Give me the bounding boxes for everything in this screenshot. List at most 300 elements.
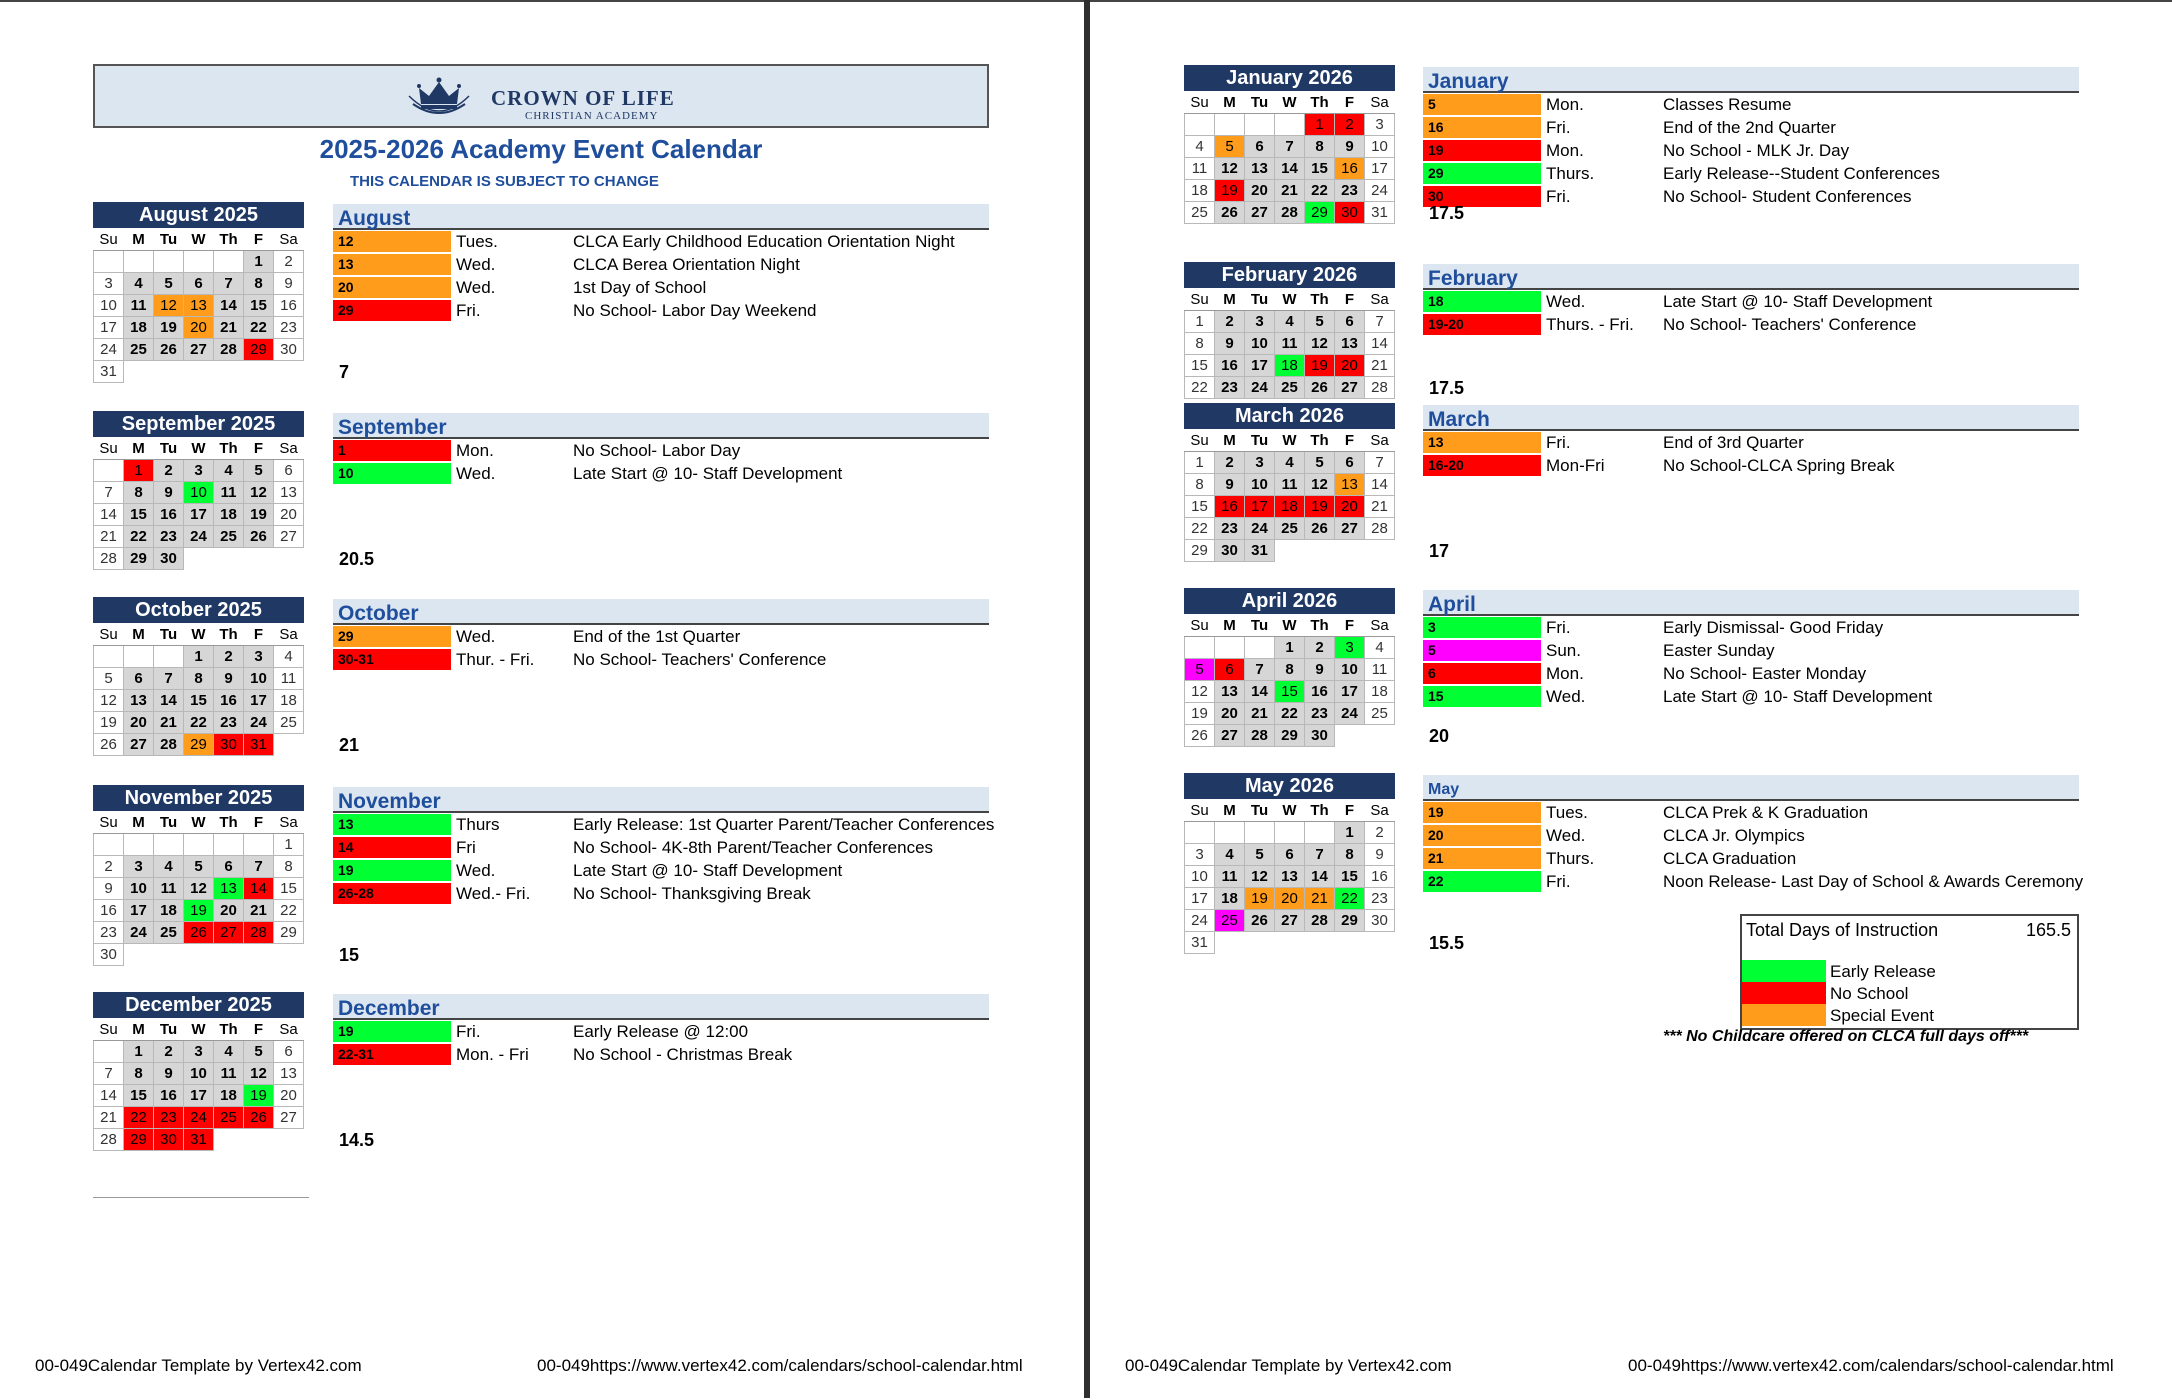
empty-cell (1245, 114, 1275, 136)
weekday-header: Tu (154, 811, 184, 834)
event-description: 1st Day of School (573, 278, 707, 297)
empty-cell (94, 251, 124, 273)
day-cell: 3 (184, 1041, 214, 1063)
day-cell: 31 (244, 734, 274, 756)
weekday-header: Sa (1365, 799, 1395, 822)
empty-cell (1275, 114, 1305, 136)
day-cell: 17 (1185, 888, 1215, 910)
day-cell: 27 (184, 339, 214, 361)
day-cell: 23 (1215, 518, 1245, 540)
event-date-code: 13 (333, 814, 451, 835)
weekday-header: F (244, 623, 274, 646)
day-cell: 16 (1335, 158, 1365, 180)
day-cell: 12 (1215, 158, 1245, 180)
event-weekday: Sun. (1546, 641, 1581, 660)
weekday-header: F (1335, 614, 1365, 637)
empty-cell (1305, 540, 1335, 562)
mini-calendar-title: May 2026 (1184, 773, 1395, 799)
day-cell: 21 (244, 900, 274, 922)
day-cell: 12 (1305, 333, 1335, 355)
day-cell: 26 (94, 734, 124, 756)
day-cell: 16 (1365, 866, 1395, 888)
weekday-header: M (124, 623, 154, 646)
day-cell: 30 (214, 734, 244, 756)
day-cell: 1 (1185, 452, 1215, 474)
event-description: Easter Sunday (1663, 641, 1775, 660)
day-cell: 11 (1185, 158, 1215, 180)
empty-cell (214, 1129, 244, 1151)
day-cell: 10 (1365, 136, 1395, 158)
day-cell: 8 (274, 856, 304, 878)
event-weekday: Thurs. (1546, 164, 1595, 183)
day-cell: 6 (274, 460, 304, 482)
day-cell: 28 (1305, 910, 1335, 932)
event-row (1423, 185, 2079, 208)
instruction-days-count: 14.5 (339, 1130, 375, 1150)
day-cell: 8 (244, 273, 274, 295)
day-cell: 22 (1305, 180, 1335, 202)
day-cell: 9 (154, 1063, 184, 1085)
day-cell: 8 (1335, 844, 1365, 866)
day-cell: 4 (1275, 452, 1305, 474)
day-cell: 31 (1185, 932, 1215, 954)
events-month-heading: December (333, 994, 989, 1020)
event-row (1423, 290, 2079, 313)
mini-calendar-august-2025 (93, 202, 304, 383)
weekday-header: Su (1185, 288, 1215, 311)
day-cell: 7 (214, 273, 244, 295)
weekday-header: W (184, 1018, 214, 1041)
day-cell: 21 (1365, 355, 1395, 377)
weekday-header: Su (94, 437, 124, 460)
event-date-code: 19 (333, 1021, 451, 1042)
event-date-code: 5 (1423, 640, 1541, 661)
empty-cell (244, 944, 274, 966)
mini-calendar-title: December 2025 (93, 992, 304, 1018)
event-weekday: Fri. (1546, 618, 1571, 637)
event-date-code: 16-20 (1423, 455, 1541, 476)
legend-total-label: Total Days of Instruction (1746, 920, 1939, 940)
empty-cell (94, 834, 124, 856)
event-description: Late Start @ 10- Staff Development (1663, 292, 1933, 311)
day-cell: 26 (1215, 202, 1245, 224)
weekday-header: F (244, 437, 274, 460)
day-cell: 29 (1185, 540, 1215, 562)
empty-cell (1185, 637, 1215, 659)
day-cell: 1 (1335, 822, 1365, 844)
event-date-code: 22 (1423, 871, 1541, 892)
event-weekday: Fri. (456, 301, 481, 320)
day-cell: 6 (214, 856, 244, 878)
divider-rule (93, 1197, 309, 1198)
day-cell: 13 (274, 1063, 304, 1085)
weekday-header: W (184, 437, 214, 460)
day-cell: 24 (1245, 377, 1275, 399)
day-cell: 4 (214, 460, 244, 482)
day-cell: 2 (1215, 311, 1245, 333)
day-cell: 12 (154, 295, 184, 317)
mini-calendar-march-2026 (1184, 403, 1395, 562)
day-cell: 27 (274, 1107, 304, 1129)
day-cell: 3 (124, 856, 154, 878)
weekday-header: Sa (1365, 288, 1395, 311)
event-weekday: Mon. (456, 441, 494, 460)
event-row (333, 1043, 989, 1066)
empty-cell (154, 646, 184, 668)
day-cell: 21 (214, 317, 244, 339)
footer-right-url: 00-049https://www.vertex42.com/calendars/school-calendar.html (1628, 1356, 2114, 1375)
day-cell: 5 (184, 856, 214, 878)
event-weekday: Wed. (1546, 292, 1586, 311)
day-cell: 5 (94, 668, 124, 690)
event-description: No School- Teachers' Conference (1663, 315, 1917, 334)
event-weekday: Fri. (1546, 118, 1571, 137)
day-cell: 18 (1215, 888, 1245, 910)
childcare-note: *** No Childcare offered on CLCA full days off*** (1663, 1028, 2029, 1045)
weekday-header: Th (1305, 288, 1335, 311)
event-weekday: Fri. (456, 1022, 481, 1041)
day-cell: 28 (1245, 725, 1275, 747)
day-cell: 23 (94, 922, 124, 944)
day-cell: 26 (1305, 518, 1335, 540)
day-cell: 30 (1215, 540, 1245, 562)
day-cell: 3 (1335, 637, 1365, 659)
event-weekday: Tues. (1546, 803, 1588, 822)
day-cell: 4 (1275, 311, 1305, 333)
event-weekday: Fri. (1546, 872, 1571, 891)
event-row (1423, 162, 2079, 185)
school-name: CROWN OF LIFE (491, 86, 675, 110)
day-cell: 22 (124, 1107, 154, 1129)
event-date-code: 29 (333, 626, 451, 647)
day-cell: 15 (124, 1085, 154, 1107)
weekday-header: Sa (274, 228, 304, 251)
event-weekday: Wed. (456, 255, 496, 274)
day-cell: 7 (94, 1063, 124, 1085)
day-cell: 4 (154, 856, 184, 878)
day-cell: 7 (244, 856, 274, 878)
legend-label-special-event: Special Event (1830, 1006, 1934, 1025)
day-cell: 23 (154, 1107, 184, 1129)
weekday-header: Th (1305, 429, 1335, 452)
day-cell: 31 (1245, 540, 1275, 562)
day-cell: 8 (1185, 333, 1215, 355)
event-date-code: 1 (333, 440, 451, 461)
day-cell: 11 (154, 878, 184, 900)
empty-cell (184, 944, 214, 966)
day-cell: 2 (94, 856, 124, 878)
empty-cell (124, 944, 154, 966)
day-cell: 26 (154, 339, 184, 361)
events-october (333, 599, 989, 671)
day-cell: 4 (274, 646, 304, 668)
weekday-header: M (124, 228, 154, 251)
day-cell: 14 (214, 295, 244, 317)
day-cell: 11 (124, 295, 154, 317)
weekday-header: Su (1185, 799, 1215, 822)
day-cell: 13 (1245, 158, 1275, 180)
empty-cell (1215, 114, 1245, 136)
day-cell: 26 (1185, 725, 1215, 747)
weekday-header: F (1335, 429, 1365, 452)
weekday-header: W (184, 623, 214, 646)
event-date-code: 21 (1423, 848, 1541, 869)
weekday-header: F (1335, 288, 1365, 311)
weekday-header: Th (214, 228, 244, 251)
empty-cell (1335, 725, 1365, 747)
day-cell: 21 (154, 712, 184, 734)
empty-cell (154, 361, 184, 383)
day-cell: 17 (244, 690, 274, 712)
day-cell: 25 (214, 1107, 244, 1129)
day-cell: 12 (244, 1063, 274, 1085)
legend-label-early-release: Early Release (1830, 962, 1936, 981)
day-cell: 14 (94, 1085, 124, 1107)
weekday-header: Tu (154, 623, 184, 646)
event-description: Late Start @ 10- Staff Development (573, 861, 843, 880)
event-weekday: Thurs. - Fri. (1546, 315, 1634, 334)
day-cell: 8 (1185, 474, 1215, 496)
day-cell: 19 (1245, 888, 1275, 910)
event-weekday: Thurs. (1546, 849, 1595, 868)
weekday-header: Sa (1365, 429, 1395, 452)
weekday-header: Su (1185, 91, 1215, 114)
day-cell: 5 (244, 1041, 274, 1063)
empty-cell (274, 361, 304, 383)
empty-cell (184, 361, 214, 383)
empty-cell (1365, 725, 1395, 747)
day-cell: 8 (184, 668, 214, 690)
day-cell: 7 (1305, 844, 1335, 866)
instruction-days-count: 17 (1429, 541, 1450, 561)
day-cell: 1 (124, 460, 154, 482)
day-cell: 15 (244, 295, 274, 317)
day-cell: 7 (1365, 311, 1395, 333)
day-cell: 20 (1245, 180, 1275, 202)
day-cell: 30 (1335, 202, 1365, 224)
weekday-header: Su (1185, 614, 1215, 637)
day-cell: 19 (1185, 703, 1215, 725)
day-cell: 6 (124, 668, 154, 690)
day-cell: 14 (244, 878, 274, 900)
day-cell: 2 (154, 1041, 184, 1063)
day-cell: 26 (184, 922, 214, 944)
event-row (1423, 93, 2079, 116)
mini-calendar-title: November 2025 (93, 785, 304, 811)
empty-cell (214, 834, 244, 856)
weekday-header: Th (1305, 614, 1335, 637)
day-cell: 28 (94, 1129, 124, 1151)
empty-cell (214, 251, 244, 273)
mini-calendar-title: March 2026 (1184, 403, 1395, 429)
events-month-heading: April (1423, 590, 2079, 616)
event-date-code: 3 (1423, 617, 1541, 638)
empty-cell (94, 1041, 124, 1063)
day-cell: 24 (1365, 180, 1395, 202)
day-cell: 12 (1305, 474, 1335, 496)
empty-cell (1245, 822, 1275, 844)
legend-swatch-no-school (1742, 982, 1826, 1004)
day-cell: 28 (214, 339, 244, 361)
day-cell: 25 (1275, 518, 1305, 540)
day-cell: 28 (1365, 518, 1395, 540)
event-date-code: 16 (1423, 117, 1541, 138)
event-weekday: Fri. (1546, 433, 1571, 452)
day-cell: 24 (184, 1107, 214, 1129)
day-cell: 3 (184, 460, 214, 482)
empty-cell (154, 834, 184, 856)
day-cell: 9 (1335, 136, 1365, 158)
event-date-code: 10 (333, 463, 451, 484)
day-cell: 22 (1185, 518, 1215, 540)
day-cell: 14 (154, 690, 184, 712)
event-weekday: Wed. (456, 278, 496, 297)
day-cell: 30 (274, 339, 304, 361)
day-cell: 27 (1335, 518, 1365, 540)
day-cell: 13 (274, 482, 304, 504)
day-cell: 24 (1245, 518, 1275, 540)
event-row (333, 230, 989, 253)
day-cell: 13 (184, 295, 214, 317)
day-cell: 15 (184, 690, 214, 712)
event-row (1423, 616, 2079, 639)
day-cell: 25 (1185, 202, 1215, 224)
day-cell: 22 (1185, 377, 1215, 399)
day-cell: 10 (244, 668, 274, 690)
empty-cell (244, 548, 274, 570)
event-weekday: Mon. - Fri (456, 1045, 529, 1064)
day-cell: 13 (1335, 474, 1365, 496)
instruction-days-count: 20 (1429, 726, 1450, 746)
event-row (333, 648, 989, 671)
empty-cell (1335, 540, 1365, 562)
empty-cell (244, 1129, 274, 1151)
day-cell: 6 (1215, 659, 1245, 681)
legend-swatch-early-release (1742, 960, 1826, 982)
day-cell: 2 (1365, 822, 1395, 844)
event-row (1423, 801, 2079, 824)
event-description: CLCA Jr. Olympics (1663, 826, 1805, 845)
day-cell: 16 (94, 900, 124, 922)
day-cell: 5 (1305, 452, 1335, 474)
day-cell: 6 (1335, 452, 1365, 474)
weekday-header: F (244, 228, 274, 251)
day-cell: 1 (244, 251, 274, 273)
empty-cell (1305, 932, 1335, 954)
legend-label-no-school: No School (1830, 984, 1909, 1003)
day-cell: 5 (1185, 659, 1215, 681)
school-banner (93, 64, 989, 128)
event-row (333, 813, 995, 836)
empty-cell (184, 251, 214, 273)
day-cell: 24 (244, 712, 274, 734)
day-cell: 1 (184, 646, 214, 668)
day-cell: 5 (1215, 136, 1245, 158)
day-cell: 19 (94, 712, 124, 734)
empty-cell (94, 646, 124, 668)
weekday-header: Su (94, 228, 124, 251)
day-cell: 12 (1245, 866, 1275, 888)
empty-cell (1245, 637, 1275, 659)
instruction-days-count: 20.5 (339, 549, 375, 569)
mini-calendar-october-2025 (93, 597, 304, 756)
event-row (333, 625, 989, 648)
event-row (1423, 685, 2079, 708)
day-cell: 1 (1305, 114, 1335, 136)
day-cell: 11 (214, 1063, 244, 1085)
day-cell: 9 (274, 273, 304, 295)
day-cell: 14 (1365, 474, 1395, 496)
day-cell: 13 (1335, 333, 1365, 355)
day-cell: 19 (184, 900, 214, 922)
day-cell: 15 (1185, 355, 1215, 377)
day-cell: 2 (1215, 452, 1245, 474)
day-cell: 23 (1365, 888, 1395, 910)
weekday-header: Th (214, 623, 244, 646)
weekday-header: Tu (1245, 429, 1275, 452)
page-title: 2025-2026 Academy Event Calendar (319, 134, 763, 164)
weekday-header: Tu (1245, 614, 1275, 637)
weekday-header: Su (94, 1018, 124, 1041)
events-february (1423, 264, 2079, 336)
day-cell: 9 (1215, 333, 1245, 355)
weekday-header: Sa (1365, 91, 1395, 114)
day-cell: 14 (94, 504, 124, 526)
day-cell: 25 (274, 712, 304, 734)
empty-cell (94, 460, 124, 482)
day-cell: 17 (184, 1085, 214, 1107)
events-may (1423, 775, 2084, 893)
empty-cell (274, 734, 304, 756)
day-cell: 21 (1305, 888, 1335, 910)
events-month-heading: January (1423, 67, 2079, 93)
day-cell: 30 (94, 944, 124, 966)
day-cell: 8 (1305, 136, 1335, 158)
day-cell: 6 (1245, 136, 1275, 158)
day-cell: 3 (1365, 114, 1395, 136)
day-cell: 29 (1305, 202, 1335, 224)
event-date-code: 20 (1423, 825, 1541, 846)
event-weekday: Wed. (1546, 826, 1586, 845)
event-date-code: 29 (1423, 163, 1541, 184)
weekday-header: Tu (1245, 288, 1275, 311)
day-cell: 21 (94, 526, 124, 548)
mini-calendar-title: February 2026 (1184, 262, 1395, 288)
legend-total-value: 165.5 (2025, 920, 2071, 940)
day-cell: 17 (1245, 496, 1275, 518)
event-date-code: 19 (1423, 802, 1541, 823)
day-cell: 19 (244, 1085, 274, 1107)
day-cell: 29 (1275, 725, 1305, 747)
day-cell: 22 (124, 526, 154, 548)
day-cell: 3 (244, 646, 274, 668)
mini-calendar-title: January 2026 (1184, 65, 1395, 91)
instruction-days-count: 17.5 (1429, 203, 1465, 223)
day-cell: 25 (1365, 703, 1395, 725)
day-cell: 4 (1215, 844, 1245, 866)
event-date-code: 30-31 (333, 649, 451, 670)
day-cell: 27 (1335, 377, 1365, 399)
day-cell: 27 (1275, 910, 1305, 932)
day-cell: 16 (154, 504, 184, 526)
day-cell: 6 (274, 1041, 304, 1063)
day-cell: 1 (1275, 637, 1305, 659)
event-row (333, 882, 989, 905)
day-cell: 21 (1365, 496, 1395, 518)
empty-cell (1215, 637, 1245, 659)
empty-cell (124, 251, 154, 273)
empty-cell (1215, 932, 1245, 954)
